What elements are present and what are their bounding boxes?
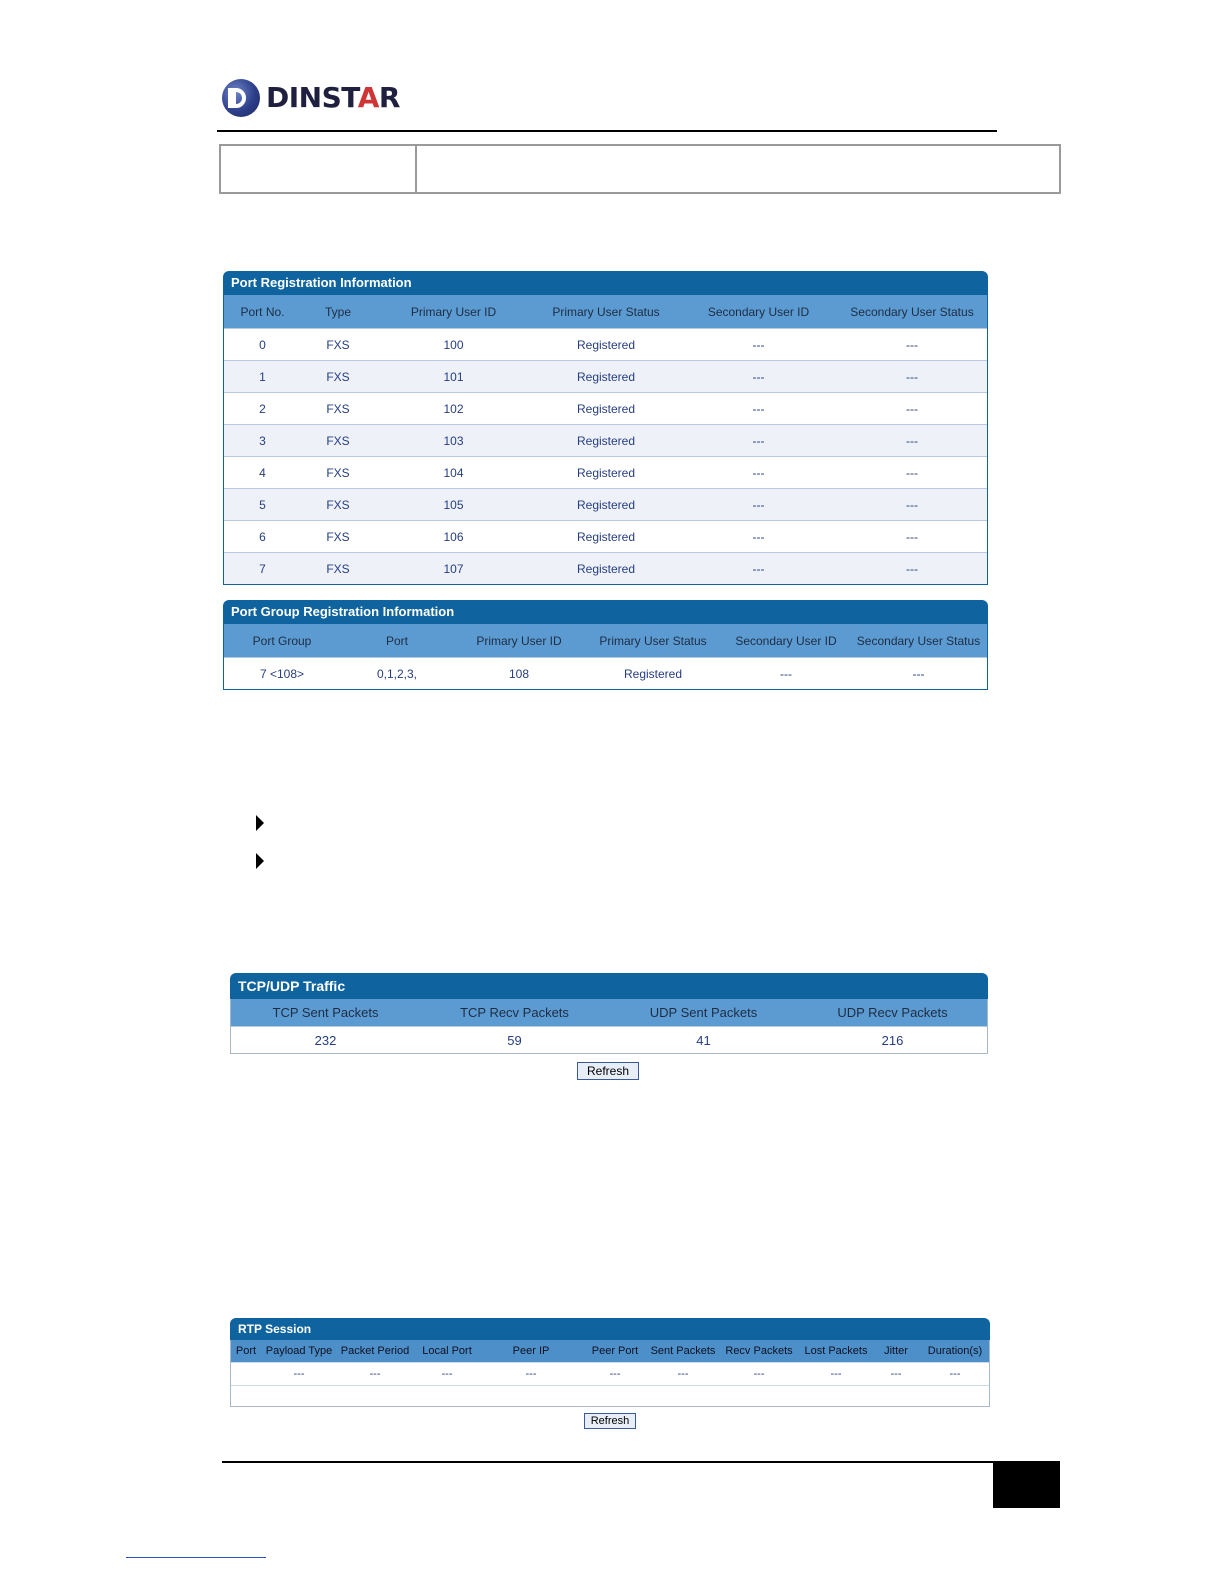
column-header: Secondary User Status — [837, 295, 987, 329]
column-header: Recv Packets — [717, 1340, 801, 1363]
table-row — [231, 1027, 987, 1054]
table-cell: 102 — [375, 393, 532, 425]
column-header: Primary User Status — [532, 295, 680, 329]
table-cell: 4 — [224, 457, 301, 489]
table-cell — [231, 1363, 261, 1386]
table-cell: --- — [680, 329, 837, 361]
panel-title: TCP/UDP Traffic — [230, 973, 988, 999]
table-row — [224, 393, 987, 425]
logo-mark-icon — [222, 79, 260, 117]
tcp-udp-traffic-panel — [230, 973, 988, 1054]
column-header: Peer Port — [581, 1340, 649, 1363]
table-cell: --- — [837, 425, 987, 457]
table-cell: Registered — [532, 393, 680, 425]
table-cell: Registered — [532, 521, 680, 553]
table-cell: --- — [680, 521, 837, 553]
column-header: Payload Type — [261, 1340, 337, 1363]
table-cell: 7 <108> — [224, 658, 340, 690]
table-cell: 0 — [224, 329, 301, 361]
table-cell: --- — [837, 329, 987, 361]
table-cell: 105 — [375, 489, 532, 521]
table-cell: 216 — [798, 1027, 987, 1054]
table-cell: Registered — [532, 489, 680, 521]
traffic-table — [231, 999, 987, 1053]
table-cell: 107 — [375, 553, 532, 585]
table-cell: Registered — [532, 361, 680, 393]
table-cell: --- — [837, 521, 987, 553]
table-cell: --- — [837, 361, 987, 393]
column-header: Lost Packets — [801, 1340, 871, 1363]
column-header: Port Group — [224, 624, 340, 658]
table-cell: 6 — [224, 521, 301, 553]
bullet-arrow-icon — [256, 815, 264, 831]
rtp-table — [231, 1340, 989, 1406]
port-group-registration-panel — [223, 600, 988, 690]
column-header: Primary User Status — [584, 624, 722, 658]
table-row — [224, 521, 987, 553]
page-number-box — [993, 1461, 1060, 1508]
table-row — [224, 457, 987, 489]
table-cell: 103 — [375, 425, 532, 457]
table-cell: --- — [837, 489, 987, 521]
table-cell: --- — [837, 553, 987, 585]
table-cell: --- — [680, 489, 837, 521]
column-header: Sent Packets — [649, 1340, 717, 1363]
table-cell: 5 — [224, 489, 301, 521]
panel-title: Port Group Registration Information — [223, 600, 988, 624]
table-cell: --- — [680, 425, 837, 457]
rtp-refresh-button[interactable]: Refresh — [584, 1413, 636, 1429]
table-cell: 100 — [375, 329, 532, 361]
port-registration-panel — [223, 271, 988, 585]
table-cell: 0,1,2,3, — [340, 658, 454, 690]
table-cell: --- — [850, 658, 987, 690]
footer-rule — [222, 1461, 1060, 1463]
column-header: Duration(s) — [921, 1340, 989, 1363]
column-header: Port No. — [224, 295, 301, 329]
table-cell: --- — [871, 1363, 921, 1386]
table-cell: 104 — [375, 457, 532, 489]
spec-table-fragment — [219, 144, 1061, 194]
column-header: Secondary User ID — [722, 624, 850, 658]
logo-text: DINSTAR — [266, 81, 400, 114]
table-row — [224, 658, 987, 690]
column-header: Packet Period — [337, 1340, 413, 1363]
table-cell: --- — [722, 658, 850, 690]
column-header: Port — [340, 624, 454, 658]
table-cell: --- — [837, 393, 987, 425]
panel-title: Port Registration Information — [223, 271, 988, 295]
table-cell: --- — [680, 393, 837, 425]
table-row — [224, 489, 987, 521]
table-cell: 101 — [375, 361, 532, 393]
table-cell: FXS — [301, 361, 375, 393]
bullet-arrow-icon — [256, 853, 264, 869]
table-cell: --- — [481, 1363, 581, 1386]
column-header: Local Port — [413, 1340, 481, 1363]
port-registration-table — [224, 295, 987, 584]
table-cell: FXS — [301, 489, 375, 521]
table-cell: 108 — [454, 658, 584, 690]
table-row — [224, 361, 987, 393]
table-cell: 232 — [231, 1027, 420, 1054]
table-cell: Registered — [532, 553, 680, 585]
table-cell: Registered — [532, 329, 680, 361]
table-cell: 2 — [224, 393, 301, 425]
table-row — [231, 1363, 989, 1386]
table-cell: --- — [337, 1363, 413, 1386]
table-row — [224, 553, 987, 585]
column-header: TCP Sent Packets — [231, 999, 420, 1027]
column-header: UDP Sent Packets — [609, 999, 798, 1027]
table-cell: 41 — [609, 1027, 798, 1054]
column-header: Peer IP — [481, 1340, 581, 1363]
column-header: Jitter — [871, 1340, 921, 1363]
table-cell: 106 — [375, 521, 532, 553]
table-cell: --- — [837, 457, 987, 489]
table-cell: 3 — [224, 425, 301, 457]
column-header: Port — [231, 1340, 261, 1363]
table-cell: Registered — [532, 457, 680, 489]
table-cell: Registered — [584, 658, 722, 690]
table-cell: FXS — [301, 329, 375, 361]
table-cell: FXS — [301, 393, 375, 425]
table-cell: --- — [717, 1363, 801, 1386]
table-cell: Registered — [532, 425, 680, 457]
table-cell: 1 — [224, 361, 301, 393]
table-cell: --- — [413, 1363, 481, 1386]
table-row — [224, 329, 987, 361]
dinstar-logo — [222, 79, 402, 119]
column-header: Type — [301, 295, 375, 329]
table-cell: --- — [581, 1363, 649, 1386]
rtp-session-panel — [230, 1318, 990, 1407]
footer-link-underline — [126, 1557, 266, 1558]
column-header: Secondary User Status — [850, 624, 987, 658]
table-cell: FXS — [301, 521, 375, 553]
panel-title: RTP Session — [230, 1318, 990, 1340]
traffic-refresh-button[interactable]: Refresh — [577, 1062, 639, 1080]
table-cell: --- — [801, 1363, 871, 1386]
header-rule — [217, 130, 997, 132]
table-cell: --- — [649, 1363, 717, 1386]
column-header: UDP Recv Packets — [798, 999, 987, 1027]
port-group-registration-table — [224, 624, 987, 689]
column-header: Primary User ID — [375, 295, 532, 329]
table-cell: --- — [680, 361, 837, 393]
table-cell: --- — [921, 1363, 989, 1386]
table-cell: --- — [261, 1363, 337, 1386]
table-cell: 7 — [224, 553, 301, 585]
table-row — [224, 425, 987, 457]
table-cell: FXS — [301, 425, 375, 457]
table-cell: --- — [680, 553, 837, 585]
column-header: Primary User ID — [454, 624, 584, 658]
table-cell: FXS — [301, 553, 375, 585]
table-cell: --- — [680, 457, 837, 489]
table-cell: FXS — [301, 457, 375, 489]
column-header: TCP Recv Packets — [420, 999, 609, 1027]
table-cell: 59 — [420, 1027, 609, 1054]
column-header: Secondary User ID — [680, 295, 837, 329]
